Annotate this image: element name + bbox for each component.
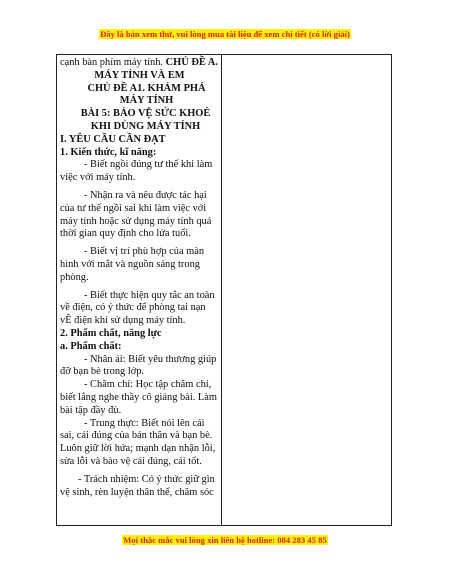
knowledge-item-4: - Biết thực hiện quy tắc an toàn về điện, có ý thức để phòng tai nạn vÊ điện khi sử dụng máy tính.: [60, 289, 215, 327]
quality-item-3: - Trung thực: Biết nói lên cái sai, cái đúng của bản thân và bạn bè. Luôn giữ lời hứa; mạnh dạn nhận lỗi, sửa lỗi và bảo vệ cái đúng, cái tốt.: [60, 417, 216, 467]
topic-a1-title: CHỦ ĐỀ A1. KHÁM PHÁ MÁY TÍNH: [87, 82, 206, 107]
qualities-heading: 2. Phẩm chất, năng lực: [60, 327, 162, 339]
quality-item-4: - Trách nhiệm: Có ý thức giữ gìn vệ sinh, rèn luyện thân thể, chăm sóc: [60, 473, 215, 498]
column-divider: [221, 55, 222, 525]
qualities-subheading: a. Phẩm chất:: [60, 340, 122, 352]
lesson-title: BÀI 5: BẢO VỆ SỨC KHOẺ KHI DÙNG MÁY TÍNH: [80, 108, 211, 132]
section-requirements: I. YÊU CẦU CẦN ĐẠT: [60, 133, 166, 145]
intro-line: cạnh bàn phím máy tính. CHỦ ĐỀ A.: [60, 57, 218, 68]
lesson-table: [56, 54, 392, 526]
knowledge-heading: 1. Kiến thức, kĩ năng:: [60, 146, 157, 158]
quality-item-2: - Chăm chỉ: Học tập chăm chỉ, biết lắng nghe thầy cô giảng bài. Làm bài tập đầy đủ.: [60, 379, 217, 416]
topic-a-title: MÁY TÍNH VÀ EM: [94, 69, 185, 81]
knowledge-item-2: - Nhận ra và nêu được tác hại của tư thế ngồi sai khi làm việc với máy tính hoặc sử dụng máy tính quá thời gian quy định cho lứa tuổi.: [60, 189, 212, 240]
hotline-banner: Mọi thắc mắc vui lòng xin liên hệ hotline: 084 283 45 85: [123, 535, 327, 545]
quality-item-1: - Nhân ái: Biết yêu thương giúp đỡ bạn bè trong lớp.: [60, 353, 217, 378]
knowledge-item-3: - Biết vị trí phù hợp của màn hình với mắt và nguồn sáng trong phòng.: [60, 246, 205, 283]
knowledge-item-1: - Biết ngồi đúng tư thế khi làm việc với máy tính.: [60, 159, 213, 184]
left-column: [57, 55, 221, 499]
preview-notice-banner: Đây là bản xem thử, vui lòng mua tài liệu để xem chi tiết (có lời giải): [100, 29, 350, 39]
